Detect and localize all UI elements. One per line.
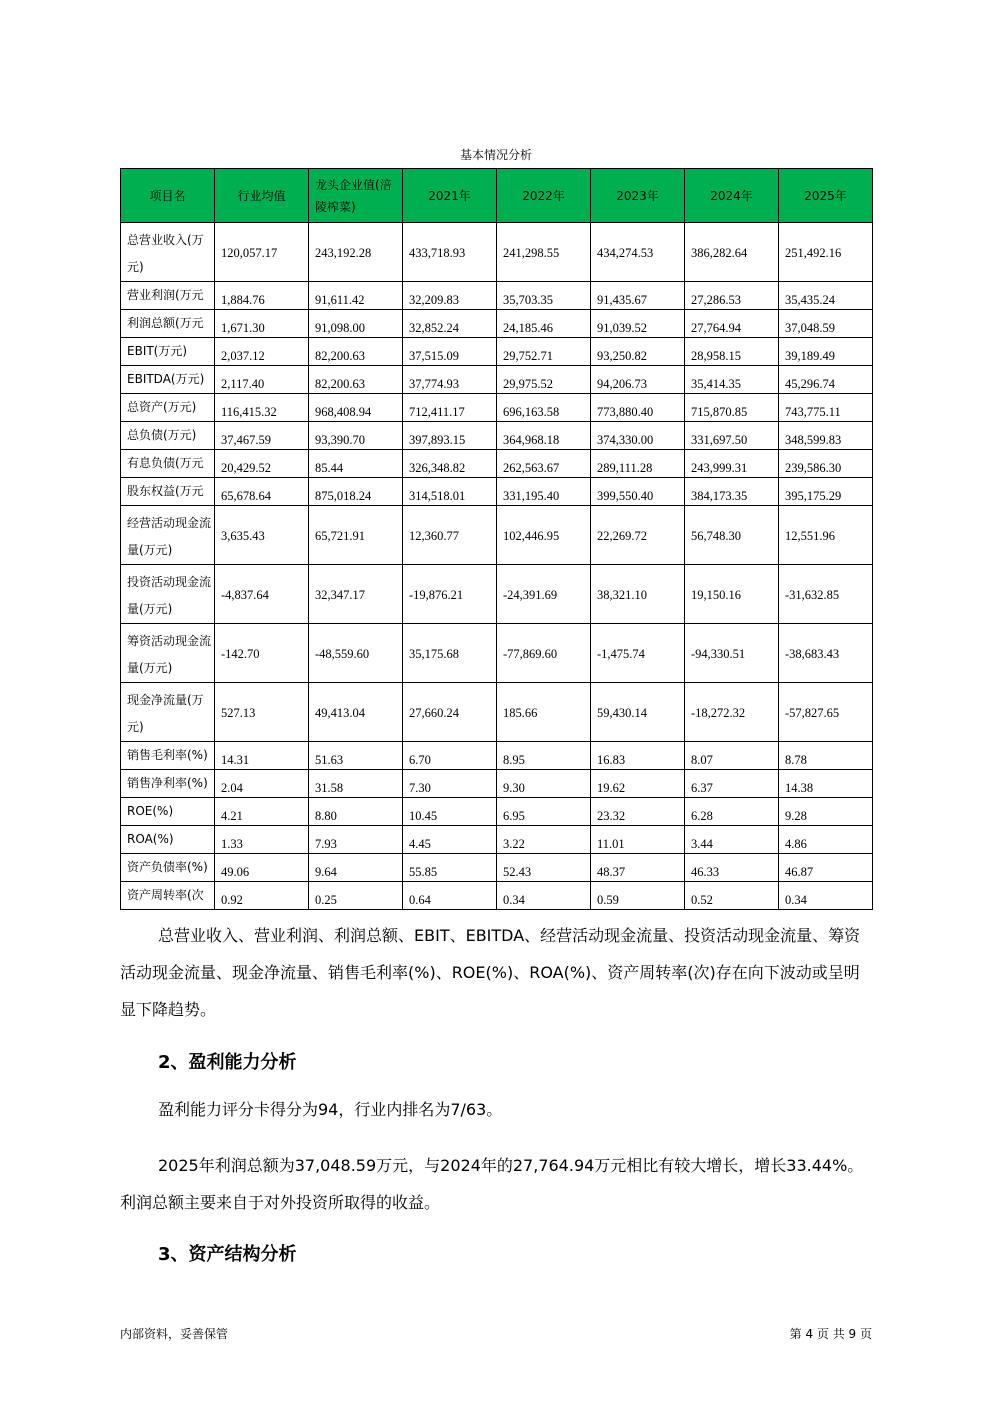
table-cell: 52.43 <box>497 854 591 882</box>
row-label: EBITDA(万元) <box>121 366 215 394</box>
table-cell: 59,430.14 <box>591 683 685 742</box>
table-cell: 82,200.63 <box>309 366 403 394</box>
table-cell: -18,272.32 <box>685 683 779 742</box>
table-cell: 16.83 <box>591 742 685 770</box>
table-cell: 6.37 <box>685 770 779 798</box>
row-label: 资产负债率(%) <box>121 854 215 882</box>
section-3-heading: 3、资产结构分析 <box>158 1244 297 1265</box>
table-cell: 29,975.52 <box>497 366 591 394</box>
table-cell: 374,330.00 <box>591 422 685 450</box>
table-cell: 9.30 <box>497 770 591 798</box>
row-label: EBIT(万元) <box>121 338 215 366</box>
table-cell: 8.95 <box>497 742 591 770</box>
financial-table <box>120 168 873 910</box>
table-cell: 8.78 <box>779 742 873 770</box>
table-cell: 11.01 <box>591 826 685 854</box>
row-label: 总资产(万元) <box>121 394 215 422</box>
table-cell: 875,018.24 <box>309 478 403 506</box>
table-row <box>121 450 873 478</box>
table-cell: 331,195.40 <box>497 478 591 506</box>
table-row <box>121 366 873 394</box>
table-cell: 35,703.35 <box>497 282 591 310</box>
table-cell: 7.30 <box>403 770 497 798</box>
table-cell: 39,189.49 <box>779 338 873 366</box>
profit-paragraph: 2025年利润总额为37,048.59万元，与2024年的27,764.94万元相比有较大增长，增长33.44%。利润总额主要来自于对外投资所取得的收益。 <box>120 1156 864 1212</box>
table-cell: 38,321.10 <box>591 565 685 624</box>
table-cell: 326,348.82 <box>403 450 497 478</box>
table-row <box>121 826 873 854</box>
table-cell: 29,752.71 <box>497 338 591 366</box>
table-cell: 51.63 <box>309 742 403 770</box>
table-cell: -57,827.65 <box>779 683 873 742</box>
table-cell: 527.13 <box>215 683 309 742</box>
table-cell: 10.45 <box>403 798 497 826</box>
row-label: ROA(%) <box>121 826 215 854</box>
table-cell: 243,192.28 <box>309 223 403 282</box>
table-row <box>121 742 873 770</box>
table-cell: 364,968.18 <box>497 422 591 450</box>
col-header-2022: 2022年 <box>497 169 591 223</box>
table-cell: 48.37 <box>591 854 685 882</box>
table-cell: 91,098.00 <box>309 310 403 338</box>
table-cell: 7.93 <box>309 826 403 854</box>
table-cell: 32,852.24 <box>403 310 497 338</box>
table-cell: 773,880.40 <box>591 394 685 422</box>
table-cell: 2.04 <box>215 770 309 798</box>
table-cell: 19,150.16 <box>685 565 779 624</box>
table-row <box>121 478 873 506</box>
col-header-industry-avg: 行业均值 <box>215 169 309 223</box>
table-cell: 331,697.50 <box>685 422 779 450</box>
table-cell: 9.28 <box>779 798 873 826</box>
table-cell: 49.06 <box>215 854 309 882</box>
table-cell: 12,360.77 <box>403 506 497 565</box>
table-cell: 102,446.95 <box>497 506 591 565</box>
col-header-2025: 2025年 <box>779 169 873 223</box>
table-cell: 28,958.15 <box>685 338 779 366</box>
table-cell: -1,475.74 <box>591 624 685 683</box>
table-cell: 399,550.40 <box>591 478 685 506</box>
table-cell: 37,774.93 <box>403 366 497 394</box>
table-cell: 32,347.17 <box>309 565 403 624</box>
table-cell: 35,435.24 <box>779 282 873 310</box>
table-cell: 0.59 <box>591 882 685 910</box>
table-row <box>121 798 873 826</box>
table-cell: 712,411.17 <box>403 394 497 422</box>
table-cell: -38,683.43 <box>779 624 873 683</box>
table-row <box>121 394 873 422</box>
row-label: 资产周转率(次 <box>121 882 215 910</box>
table-cell: 4.45 <box>403 826 497 854</box>
table-cell: 433,718.93 <box>403 223 497 282</box>
table-cell: 46.87 <box>779 854 873 882</box>
table-cell: 45,296.74 <box>779 366 873 394</box>
table-row <box>121 854 873 882</box>
table-cell: -19,876.21 <box>403 565 497 624</box>
table-cell: 46.33 <box>685 854 779 882</box>
table-cell: 243,999.31 <box>685 450 779 478</box>
table-cell: 715,870.85 <box>685 394 779 422</box>
row-label: 总营业收入(万元) <box>121 223 215 282</box>
table-cell: 85.44 <box>309 450 403 478</box>
table-cell: 3,635.43 <box>215 506 309 565</box>
table-cell: 24,185.46 <box>497 310 591 338</box>
table-cell: 65,721.91 <box>309 506 403 565</box>
table-cell: 696,163.58 <box>497 394 591 422</box>
table-cell: 289,111.28 <box>591 450 685 478</box>
row-label: 营业利润(万元 <box>121 282 215 310</box>
row-label: 销售毛利率(%) <box>121 742 215 770</box>
table-cell: 94,206.73 <box>591 366 685 394</box>
table-cell: -77,869.60 <box>497 624 591 683</box>
table-row <box>121 310 873 338</box>
row-label: 经营活动现金流量(万元) <box>121 506 215 565</box>
table-cell: 8.80 <box>309 798 403 826</box>
table-row <box>121 506 873 565</box>
table-cell: 397,893.15 <box>403 422 497 450</box>
table-cell: 386,282.64 <box>685 223 779 282</box>
table-row <box>121 683 873 742</box>
row-label: 有息负债(万元 <box>121 450 215 478</box>
table-cell: 37,515.09 <box>403 338 497 366</box>
table-cell: 27,764.94 <box>685 310 779 338</box>
table-cell: 35,175.68 <box>403 624 497 683</box>
table-cell: -48,559.60 <box>309 624 403 683</box>
table-cell: 434,274.53 <box>591 223 685 282</box>
table-row <box>121 770 873 798</box>
table-cell: -142.70 <box>215 624 309 683</box>
col-header-leader: 龙头企业值(涪陵榨菜) <box>309 169 403 223</box>
table-row <box>121 338 873 366</box>
table-cell: 93,250.82 <box>591 338 685 366</box>
table-cell: 262,563.67 <box>497 450 591 478</box>
table-cell: 14.31 <box>215 742 309 770</box>
table-cell: 1,671.30 <box>215 310 309 338</box>
table-cell: 27,286.53 <box>685 282 779 310</box>
table-row <box>121 422 873 450</box>
table-cell: 6.28 <box>685 798 779 826</box>
table-cell: 743,775.11 <box>779 394 873 422</box>
table-cell: 8.07 <box>685 742 779 770</box>
table-cell: 3.22 <box>497 826 591 854</box>
table-cell: 3.44 <box>685 826 779 854</box>
row-label: 总负债(万元) <box>121 422 215 450</box>
table-cell: 22,269.72 <box>591 506 685 565</box>
table-cell: 0.92 <box>215 882 309 910</box>
table-cell: 91,435.67 <box>591 282 685 310</box>
table-cell: 1.33 <box>215 826 309 854</box>
table-cell: 2,117.40 <box>215 366 309 394</box>
col-header-item: 项目名 <box>121 169 215 223</box>
summary-paragraph: 总营业收入、营业利润、利润总额、EBIT、EBITDA、经营活动现金流量、投资活动现金流量、筹资活动现金流量、现金净流量、销售毛利率(%)、ROE(%)、ROA(%)、资产周转率(次)存在向下波动或呈明显下降趋势。 <box>120 926 861 1019</box>
table-cell: 395,175.29 <box>779 478 873 506</box>
table-cell: 185.66 <box>497 683 591 742</box>
table-row <box>121 282 873 310</box>
table-cell: 0.25 <box>309 882 403 910</box>
table-row <box>121 565 873 624</box>
section-2-heading: 2、盈利能力分析 <box>158 1052 297 1073</box>
table-cell: 91,039.52 <box>591 310 685 338</box>
table-cell: 314,518.01 <box>403 478 497 506</box>
footer-page-number: 第 4 页 共 9 页 <box>789 1327 872 1341</box>
table-cell: 6.70 <box>403 742 497 770</box>
col-header-2023: 2023年 <box>591 169 685 223</box>
score-paragraph: 盈利能力评分卡得分为94，行业内排名为7/63。 <box>158 1100 503 1119</box>
table-cell: 55.85 <box>403 854 497 882</box>
table-cell: 31.58 <box>309 770 403 798</box>
table-cell: 37,048.59 <box>779 310 873 338</box>
table-cell: 12,551.96 <box>779 506 873 565</box>
table-cell: 65,678.64 <box>215 478 309 506</box>
table-body <box>121 223 873 910</box>
row-label: 股东权益(万元 <box>121 478 215 506</box>
table-cell: -24,391.69 <box>497 565 591 624</box>
table-cell: 91,611.42 <box>309 282 403 310</box>
col-header-2021: 2021年 <box>403 169 497 223</box>
table-cell: 968,408.94 <box>309 394 403 422</box>
table-cell: 0.34 <box>779 882 873 910</box>
table-cell: -31,632.85 <box>779 565 873 624</box>
table-cell: 49,413.04 <box>309 683 403 742</box>
table-cell: 0.52 <box>685 882 779 910</box>
table-cell: 27,660.24 <box>403 683 497 742</box>
col-header-2024: 2024年 <box>685 169 779 223</box>
table-caption: 基本情况分析 <box>459 148 532 162</box>
table-cell: 6.95 <box>497 798 591 826</box>
table-header-row <box>121 169 873 223</box>
table-cell: 241,298.55 <box>497 223 591 282</box>
table-row <box>121 624 873 683</box>
row-label: 销售净利率(%) <box>121 770 215 798</box>
row-label: 现金净流量(万元) <box>121 683 215 742</box>
table-cell: 32,209.83 <box>403 282 497 310</box>
table-cell: 14.38 <box>779 770 873 798</box>
footer-confidential: 内部资料，妥善保管 <box>120 1327 229 1341</box>
table-cell: -94,330.51 <box>685 624 779 683</box>
table-cell: 20,429.52 <box>215 450 309 478</box>
table-cell: 19.62 <box>591 770 685 798</box>
table-cell: 56,748.30 <box>685 506 779 565</box>
table-cell: 251,492.16 <box>779 223 873 282</box>
table-cell: 0.34 <box>497 882 591 910</box>
table-cell: 4.86 <box>779 826 873 854</box>
table-cell: -4,837.64 <box>215 565 309 624</box>
table-cell: 239,586.30 <box>779 450 873 478</box>
row-label: 投资活动现金流量(万元) <box>121 565 215 624</box>
table-cell: 0.64 <box>403 882 497 910</box>
table-row <box>121 223 873 282</box>
row-label: 筹资活动现金流量(万元) <box>121 624 215 683</box>
table-cell: 1,884.76 <box>215 282 309 310</box>
row-label: ROE(%) <box>121 798 215 826</box>
table-cell: 116,415.32 <box>215 394 309 422</box>
table-cell: 23.32 <box>591 798 685 826</box>
table-cell: 348,599.83 <box>779 422 873 450</box>
table-cell: 35,414.35 <box>685 366 779 394</box>
table-cell: 2,037.12 <box>215 338 309 366</box>
table-cell: 9.64 <box>309 854 403 882</box>
table-cell: 120,057.17 <box>215 223 309 282</box>
table-cell: 384,173.35 <box>685 478 779 506</box>
table-row <box>121 882 873 910</box>
table-cell: 93,390.70 <box>309 422 403 450</box>
table-cell: 82,200.63 <box>309 338 403 366</box>
table-cell: 4.21 <box>215 798 309 826</box>
row-label: 利润总额(万元 <box>121 310 215 338</box>
table-cell: 37,467.59 <box>215 422 309 450</box>
